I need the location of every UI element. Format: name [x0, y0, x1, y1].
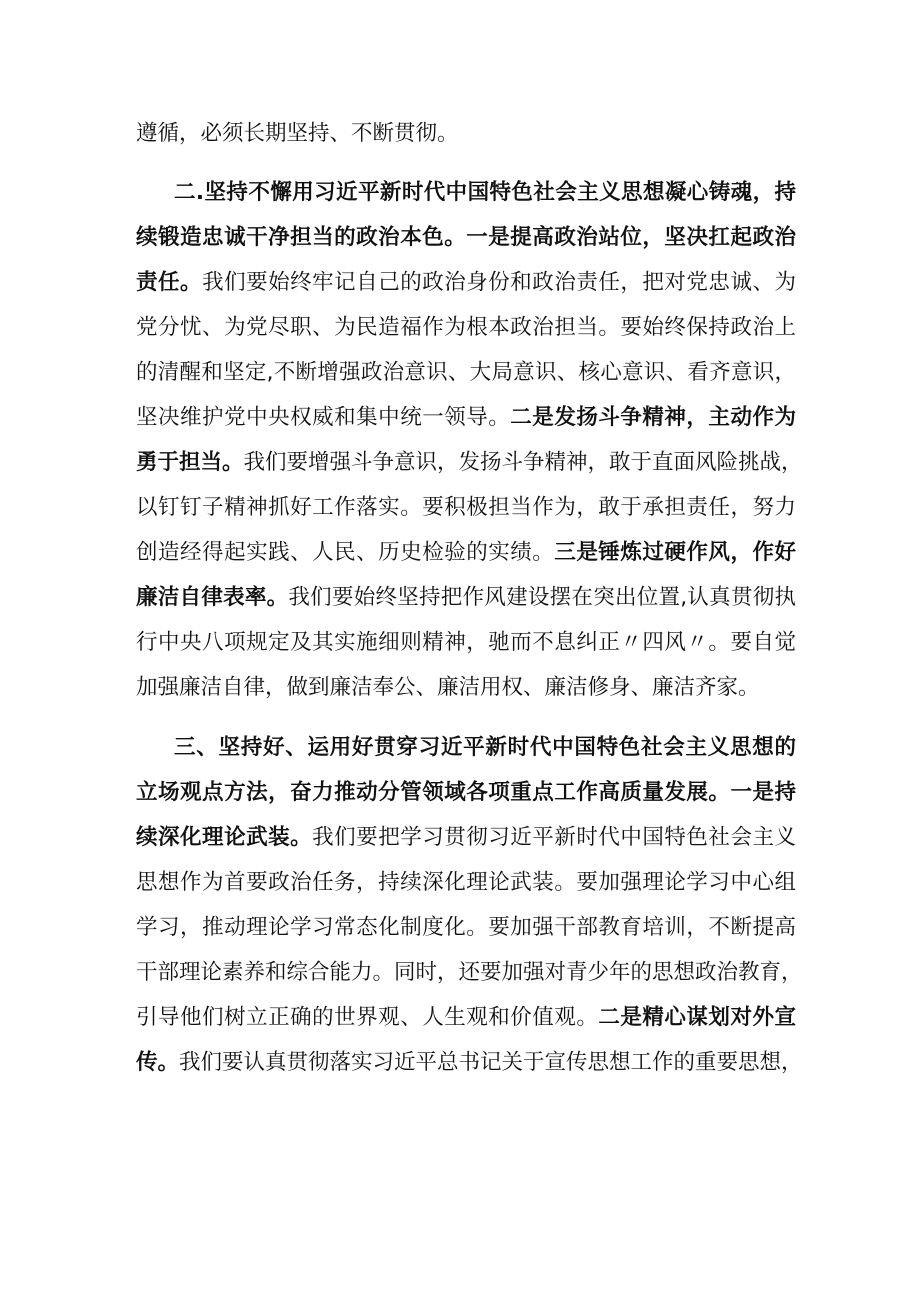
text-line — [136, 950, 803, 996]
bold-heading-text: 续深化理论武装。 — [136, 825, 313, 850]
bold-heading-text: 续锻造忠诚干净担当的政治本色。一是提高政治站位，坚决扛起政治 — [136, 225, 796, 250]
body-text: 党分忧、为党尽职、为民造福作为根本政治担当。要始终保持政治上 — [136, 315, 796, 340]
body-text: 以钉钉子精神抓好工作落实。要积极担当作为，敢于承担责任，努力 — [136, 495, 796, 520]
text-line — [136, 995, 796, 1041]
body-text: 我们要认真贯彻落实习近平总书记关于宣传思想工作的重要思想， — [179, 1050, 803, 1075]
body-text: 干部理论素养和综合能力。同时，还要加强对青少年的思想政治教育， — [136, 960, 803, 985]
body-text: 引导他们树立正确的世界观、人生观和价值观。 — [136, 1005, 599, 1030]
text-line — [136, 440, 803, 486]
text-line — [136, 215, 796, 261]
text-line — [136, 350, 796, 396]
text-line — [136, 815, 796, 861]
text-line — [136, 530, 796, 576]
text-line — [136, 260, 796, 306]
body-text: 我们要增强斗争意识，发扬斗争精神，敢于直面风险挑战， — [243, 450, 803, 475]
body-text: 坚决维护党中央权威和集中统一领导。 — [136, 405, 511, 430]
body-text: 的清醒和坚定,不断增强政治意识、大局意识、核心意识、看齐意识， — [136, 360, 796, 385]
body-text: 我们要把学习贯彻习近平新时代中国特色社会主义 — [312, 825, 796, 850]
text-line — [136, 905, 796, 951]
text-line — [136, 575, 796, 621]
body-text: 行中央八项规定及其实施细则精神，驰而不息纠正〃四风〃。要自觉 — [136, 630, 796, 655]
text-line — [136, 395, 796, 441]
bold-heading-text: 传。 — [136, 1050, 180, 1075]
text-line — [174, 725, 796, 771]
bold-heading-text: 责任。 — [136, 270, 203, 295]
text-line — [136, 485, 796, 531]
bold-heading-text: 二是发扬斗争精神，主动作为 — [510, 405, 796, 430]
bold-heading-text: 二是精心谋划对外宣 — [598, 1005, 796, 1030]
body-text: 学习，推动理论学习常态化制度化。要加强干部教育培训，不断提高 — [136, 915, 796, 940]
body-text: 遵循，必须长期坚持、不断贯彻。 — [136, 121, 459, 146]
bold-heading-text: 三是锤炼过硬作风，作好 — [554, 540, 796, 565]
text-line — [136, 770, 796, 816]
bold-heading-text: 立场观点方法，奋力推动分管领域各项重点工作高质量发展。一是持 — [136, 780, 796, 805]
body-text: 加强廉洁自律，做到廉洁奉公、廉洁用权、廉洁修身、廉洁齐家。 — [136, 675, 760, 700]
text-line — [174, 170, 796, 216]
body-text: 我们要始终坚持把作风建设摆在突出位置,认真贯彻执 — [288, 585, 796, 610]
text-line — [136, 860, 796, 906]
body-text: 创造经得起实践、人民、历史检验的实绩。 — [136, 540, 555, 565]
body-text: 我们要始终牢记自己的政治身份和政治责任，把对党忠诚、为 — [202, 270, 796, 295]
text-line — [136, 305, 796, 351]
bold-heading-text: 廉洁自律表率。 — [136, 585, 289, 610]
text-line — [136, 665, 796, 711]
text-line — [136, 620, 796, 666]
body-text: 思想作为首要政治任务，持续深化理论武装。要加强理论学习中心组 — [136, 870, 796, 895]
text-line — [136, 111, 796, 157]
bold-heading-text: 勇于担当。 — [136, 450, 244, 475]
bold-heading-text: 二.坚持不懈用习近平新时代中国特色社会主义思想凝心铸魂，持 — [174, 180, 796, 205]
text-line — [136, 1040, 803, 1086]
bold-heading-text: 三、坚持好、运用好贯穿习近平新时代中国特色社会主义思想的 — [174, 735, 796, 760]
